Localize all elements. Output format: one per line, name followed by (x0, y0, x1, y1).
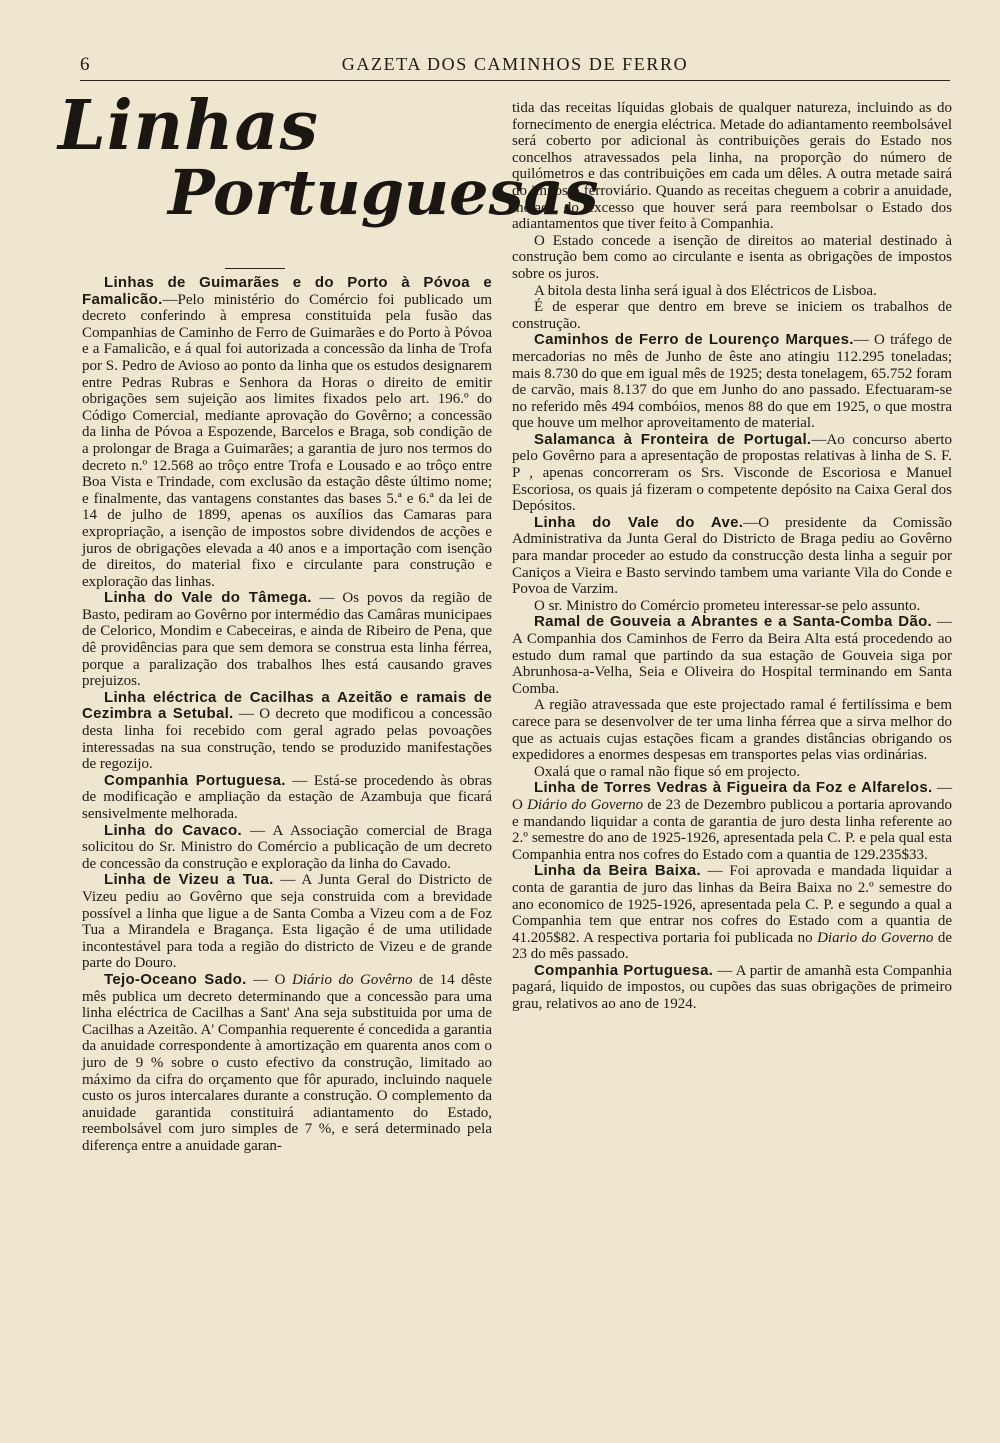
masthead-line-2: Portuguesas (168, 156, 599, 229)
right-column (512, 100, 952, 1013)
article-body: — Foi aprovada e mandada liquidar a conta de garantia de juro das linhas da Beira Baixa no 2.º semestre do ano economico de 1925-1926, apresentada pela C. P. e segundo a qual a Companhia tem que entrar nos cofres do Estado com a quantia de 41.205$82. A respectiva portaria foi publicada no (512, 863, 952, 946)
article-body: —O presidente da Comissão Administrativa da Junta Geral do Districto de Braga pediu ao Govêrno para mandar proceder ao estudo da construcção desta linha a seguir por Caniços a Vieira e Basto servindo tambem uma variante Vila do Conde e Povoa de Varzim. (512, 514, 952, 598)
page-number: 6 (80, 54, 90, 75)
article-heading: Linha da Beira Baixa. (534, 862, 701, 880)
article-heading: Caminhos de Ferro de Lourenço Marques. (534, 331, 854, 349)
article-gouveia-abrantes (512, 614, 952, 697)
article-heading: Companhia Portuguesa. (534, 961, 714, 979)
article-beira-baixa (512, 863, 952, 963)
article-body: — O tráfego de mercadorias no mês de Junho de êste ano atingiu 112.295 toneladas; mais 8.730 do que em igual mês de 1925; desta tonelagem, 65.752 foram de carvão, mais 8.137 do que em Junho do ano passado. Efectuaram-se no referido mês 494 combóios, menos 88 do que em 1925, o que mostra que houve um melhor aproveitamento de material. (512, 332, 952, 432)
article-cavaco (82, 823, 492, 873)
article-vale-ave (512, 515, 952, 598)
article-torres-vedras (512, 780, 952, 863)
article-body: — Está-se procedendo às obras de modificação e ampliação da estação de Azambuja que ficará sensivelmente melhorada. (82, 772, 492, 822)
article-body: —Pelo ministério do Comércio foi publicado um decreto conferindo à empresa constituida pela fusão das Companhias de Caminho de Ferro de Guimarães e do Porto à Póvoa e a Famalicão, e á qual foi autorizada a concessão da linha de Trofa por S. Pedro de Avioso ao ponto da linha que os estudos designarem entre Pedras Rubras e Senhora da Horas o direito de emitir obrigações sem sujeição aos limites fixados pelo art. 196.º do Código Comercial, mediante aprovação do Govêrno; a concessão da linha de Póvoa a Espozende, Barcelos e Braga, sob condição de a prolongar de Braga a Guimarães; a garantia de juro nos termos do decreto n.º 12.568 ao trôço entre Trofa e Lousado e ao trôço entre Boa Vista e Trindade, com exclusão da estação dêste último nome; e finalmente, das vantagens constantes das bases 5.ª e 6.ª da lei de 14 de julho de 1899, apenas os auxílios das Camaras para expropriação, a isenção de impostos sobre dividendos de acções e juros de obrigações elevada a 40 anos e a importação com isenção de direitos, do material fixo e circulante para construção e exploração das linhas. (82, 291, 492, 590)
article-heading: Salamanca à Fronteira de Portugal. (534, 430, 812, 448)
article-heading: Ramal de Gouveia a Abrantes e a Santa-Comba Dão. (534, 613, 933, 631)
article-body: — O (246, 971, 292, 988)
article-body-italic: Diário do Governo (527, 796, 644, 813)
article-heading: Linha do Cavaco. (104, 821, 242, 839)
article-paragraph: É de esperar que dentro em breve se iniciem os trabalhos de construção. (512, 299, 952, 332)
article-body: —Ao concurso aberto pelo Govêrno para a apresentação de propostas relativas à linha de S. F. P , apenas concorreram os Srs. Visconde de Escoriosa e Manuel Escoriosa, os quais já fizeram o competente depósito na Caixa Geral dos Depósitos. (512, 431, 952, 515)
section-masthead (50, 86, 599, 267)
left-column (82, 275, 492, 1154)
article-body: — O decreto que modificou a concessão desta linha foi recebido com geral agrado pelas povoações interessadas na sua construção, tendo se produzido manifestações de regozijo. (82, 706, 492, 773)
article-paragraph: A região atravessada que este projectado ramal é fertilíssima e bem carece para se desenvolver de ter uma linha férrea que a sirva melhor do que as actuais cujas estações ficam a grandes distâncias obrigando os expedidores a enormes despesas em transportes pelas vias ordinárias. (512, 697, 952, 764)
article-cacilhas-azeitao (82, 690, 492, 773)
article-heading: Linhas de Guimarães e do Porto à Póvoa e Famalicão. (82, 274, 492, 308)
article-body-italic: Diario do Governo (817, 929, 934, 946)
page-header (80, 52, 950, 81)
article-lourenco-marques (512, 332, 952, 432)
article-body: — A Associação comercial de Braga solicitou do Sr. Ministro do Comércio a publicação de um decreto de concessão da construção e exploração da linha do Cavado. (82, 822, 492, 872)
article-body: — Os povos da região de Basto, pediram ao Govêrno por intermédio das Camâras municipaes de Celorico, Mondim e Cabeceiras, e ainda de Ribeiro de Pena, que dê providências para que sem demora se construa esta linha férrea, porque a paralização dos trabalhos lhes está causando graves prejuizos. (82, 590, 492, 690)
article-companhia-portuguesa (82, 773, 492, 823)
article-heading: Linha de Vizeu a Tua. (104, 871, 274, 889)
article-heading: Companhia Portuguesa. (104, 771, 286, 789)
article-paragraph: Oxalá que o ramal não fique só em projecto. (534, 763, 801, 780)
journal-title: GAZETA DOS CAMINHOS DE FERRO (341, 54, 689, 74)
article-vale-tamega (82, 590, 492, 690)
article-body: — A Junta Geral do Districto de Vizeu pediu ao Govêrno que seja construida com a brevidade possível a linha que ligue a de Santa Comba a Vizeu com a de Foz Tua a Mirandela e Bragança. Esta ligação é de uma utilidade incontestável para toda a região do districto de Vizeu e de grande parte do Douro. (82, 872, 492, 972)
article-paragraph: A bitola desta linha será igual à dos Eléctricos de Lisboa. (534, 282, 877, 299)
article-body: de 23 do mês passado. (512, 929, 952, 963)
article-heading: Linha eléctrica de Cacilhas a Azeitão e ramais de Cezimbra a Setubal. (82, 688, 492, 723)
article-heading: Linha de Torres Vedras à Figueira da Foz e Alfarelos. (534, 779, 933, 797)
article-body: — A Companhia dos Caminhos de Ferro da Beira Alta está procedendo ao estudo dum ramal que partindo da sua estação de Gouveia siga por Abrunhosa-a-Velha, Seia e Oliveira do Hospital terminando em Santa Comba. (512, 614, 953, 697)
article-salamanca (512, 432, 952, 515)
article-body-italic: Diário do Govêrno (291, 971, 413, 988)
article-body: — O (512, 780, 952, 813)
masthead-divider (225, 268, 285, 269)
article-guimaraes (82, 275, 492, 590)
article-continuation: tida das receitas líquidas globais de qualquer natureza, incluindo as do fornecimento de energia eléctrica. Metade do adiantamento reembolsável será coberto por adicional às contribuições gerais do Estado nos concelhos atravessados pela linha, na proporção do número de quilómetros e das contribuições em cada um dêles. A outra metade sairá do imposto ferroviário. Quando as receitas cheguem a cobrir a anuidade, metade do excesso que houver será para reembolsar o Estado dos adiantamentos que tiver feito à Companhia. (512, 100, 952, 233)
article-paragraph: O sr. Ministro do Comércio prometeu interessar-se pelo assunto. (534, 597, 921, 614)
article-heading: Linha do Vale do Tâmega. (104, 589, 312, 607)
article-body: de 14 dêste mês publica um decreto determinando que a concessão para uma linha eléctrica de Cacilhas a Sant' Ana seja substituida por uma de Cacilhas a Azeitão. A' Companhia requerente é concedida a garantia da anuidade correspondente à amortização em quarenta anos com o juro de 9 % sobre o custo efectivo da construção, limitado ao máximo da cifra do orçamento que fôr apurado, incluindo naquele custo os juros intercalares durante a construção. O complemento da anuidade garantida constituirá adiantamento do Estado, reembolsável com juro simples de 7 %, e será determinado pela diferença entre a anuidade garan- (82, 971, 492, 1154)
masthead-line-1: Linhas (58, 86, 319, 166)
article-body: de 23 de Dezembro publicou a portaria aprovando e mandando liquidar a conta de garantia de juro desta linha referente ao 2.º semestre do ano de 1925-1926, apresentada pela C. P. e pela qual esta Companhia entra nos cofres do Estado com a quantia de 129.235$33. (512, 796, 952, 863)
article-heading: Linha do Vale do Ave. (534, 513, 744, 531)
article-companhia-portuguesa-2 (512, 963, 952, 1013)
article-tejo-oceano-sado (82, 972, 492, 1155)
article-heading: Tejo-Oceano Sado. (104, 970, 247, 988)
article-vizeu-tua (82, 872, 492, 972)
article-body: — A partir de amanhã esta Companhia pagará, liquido de impostos, ou cupões das suas obrigações de primeiro grau, relativos ao ano de 1924. (512, 962, 952, 1013)
article-paragraph: O Estado concede a isenção de direitos ao material destinado à construção bem como ao circulante e isenta as obrigações de impostos sobre os juros. (512, 232, 952, 282)
